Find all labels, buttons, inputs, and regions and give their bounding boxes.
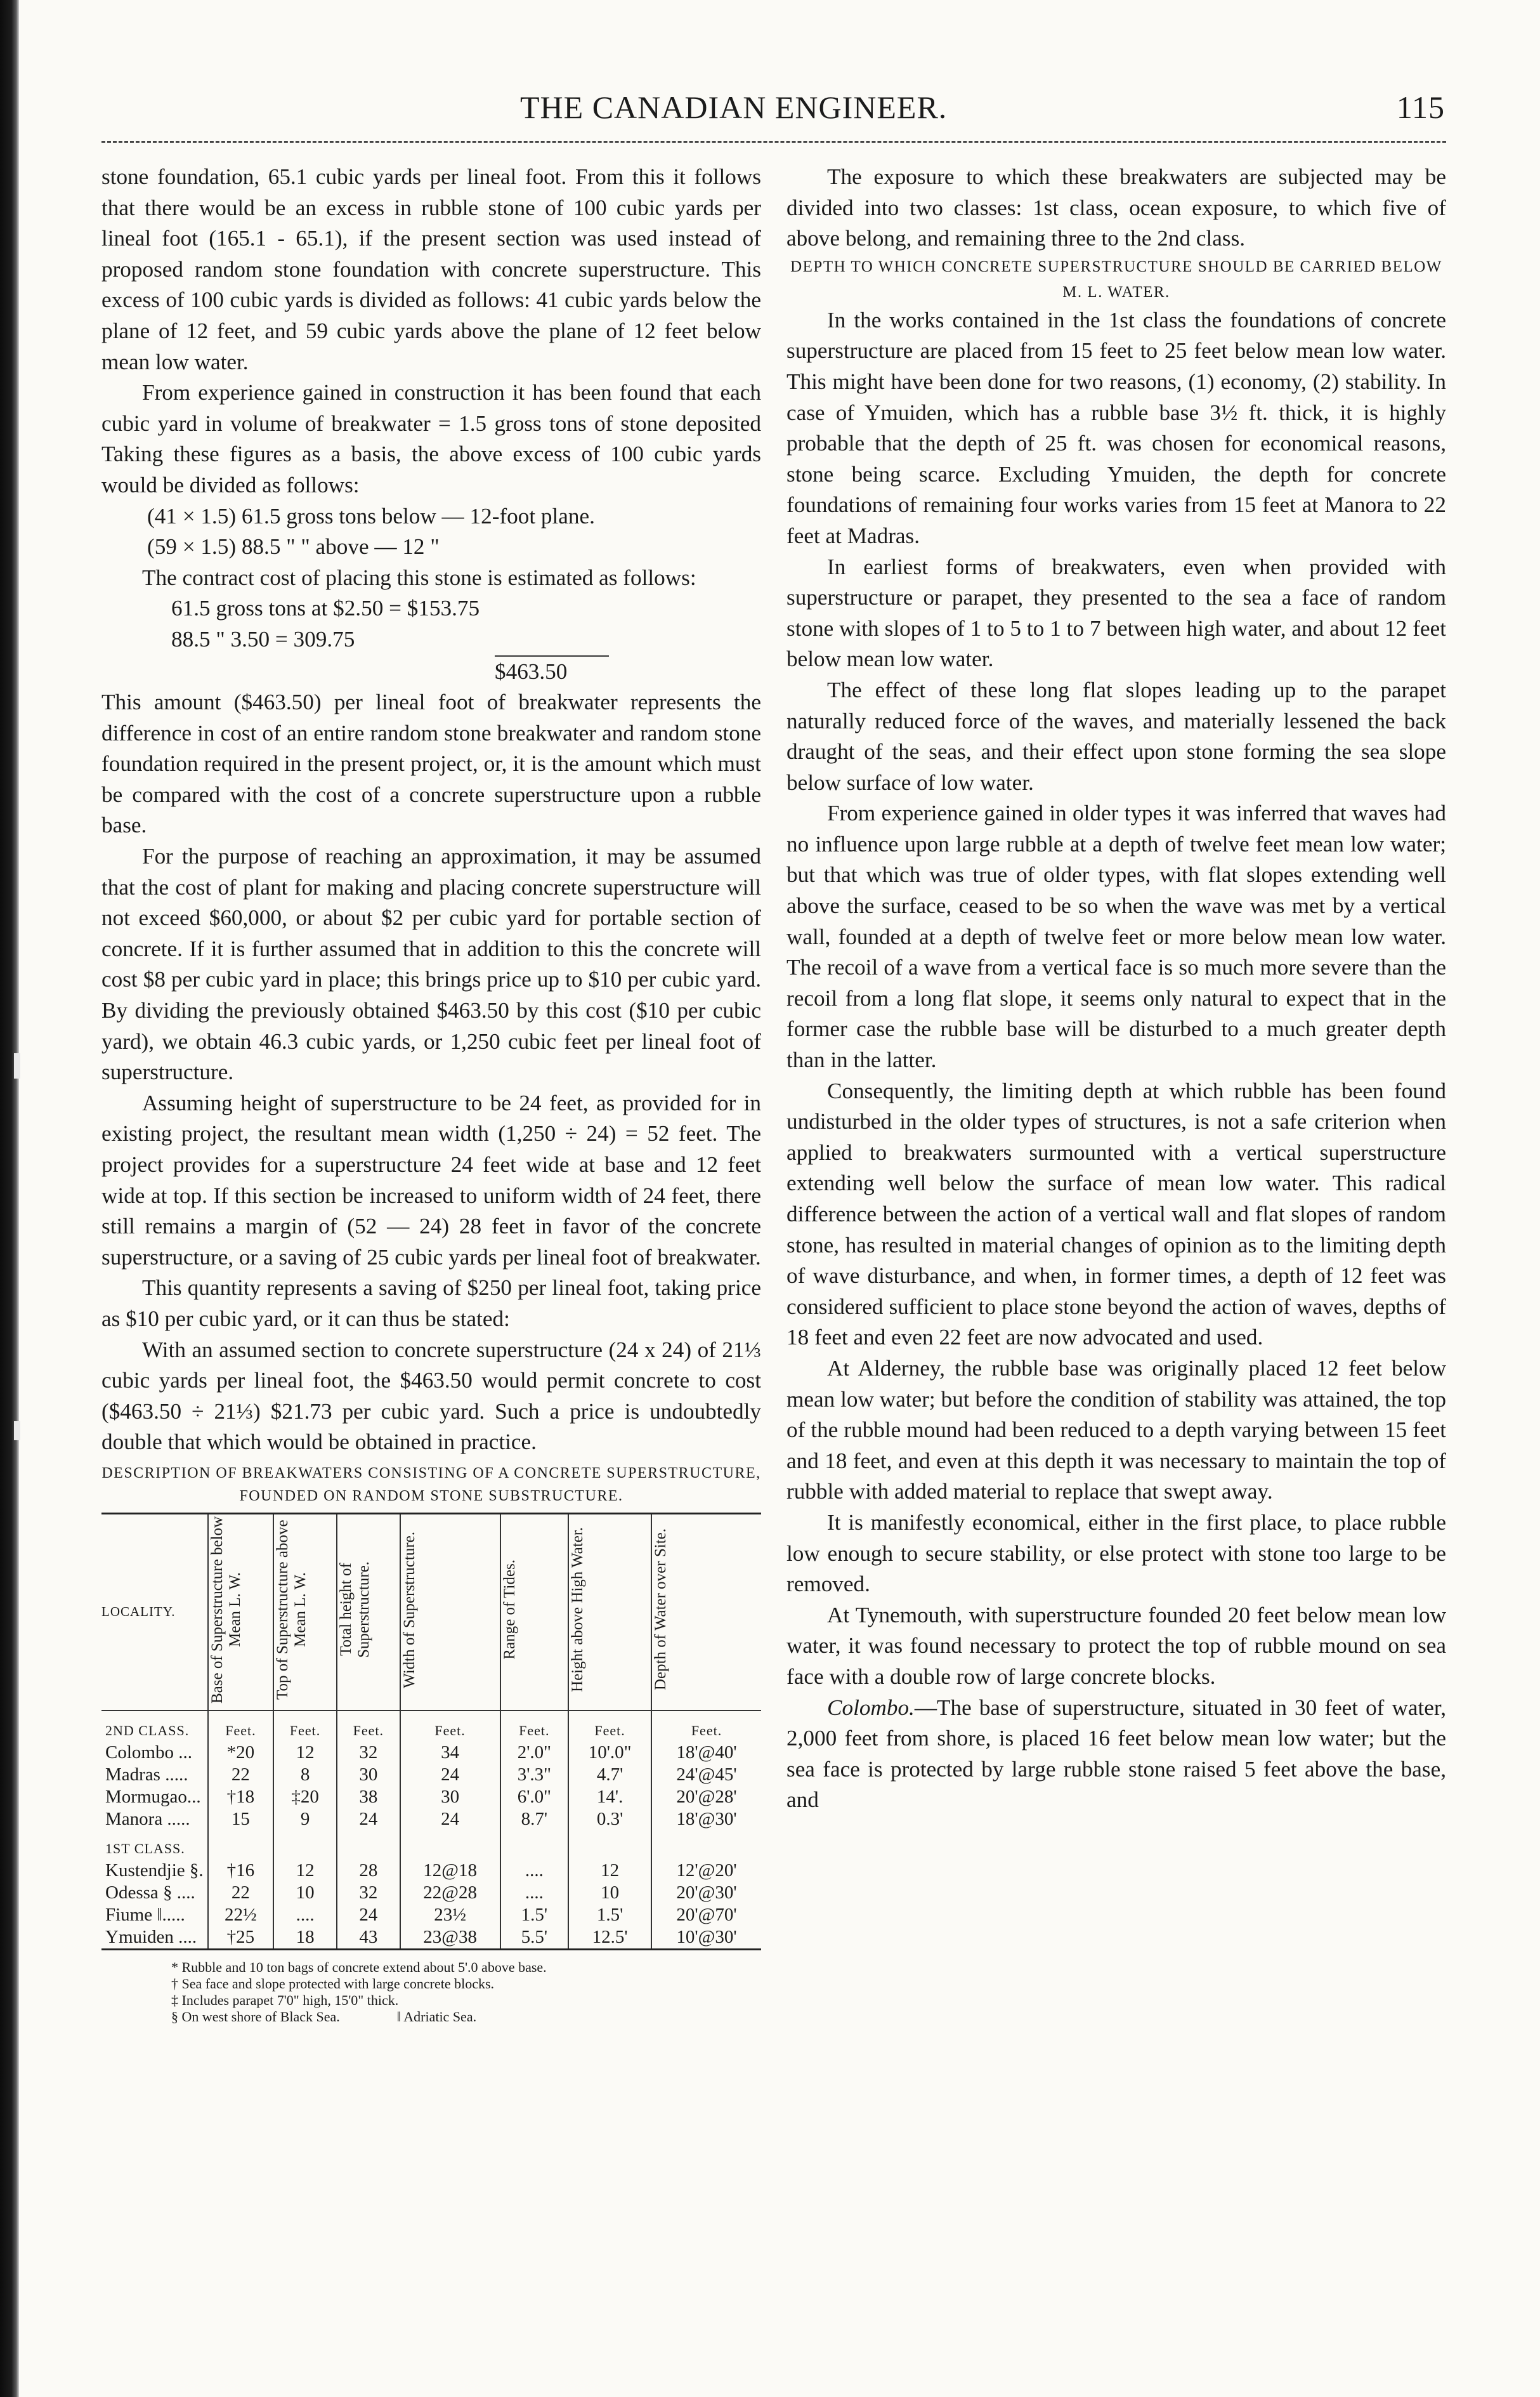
cell: ....	[273, 1904, 337, 1926]
cell: Ymuiden ....	[105, 1926, 197, 1947]
cell: †25	[208, 1926, 274, 1950]
paragraph: stone foundation, 65.1 cubic yards per lineal foot. From this it follows that there would be an excess in rubble stone of 100 cubic yards per lineal foot (165.1 - 65.1), if the present section was used instead of proposed random stone foundation with concrete superstructure. This excess of 100 cubic yards is divided as follows: 41 cubic yards below the plane of 12 feet, and 59 cubic yards above the plane of 12 feet below mean low water.	[101, 164, 761, 374]
table-row	[101, 1882, 761, 1904]
table-header: Depth of Water over Site.	[651, 1513, 761, 1711]
table-row	[101, 1808, 761, 1830]
table-row	[101, 1764, 761, 1786]
unit-cell: Feet.	[651, 1711, 761, 1742]
cell: Mormugao...	[105, 1786, 201, 1807]
table-header-row	[101, 1513, 761, 1711]
cell: 10	[568, 1882, 651, 1904]
cell: 2'.0"	[500, 1742, 569, 1764]
cell: 10'.0"	[568, 1742, 651, 1764]
cell: 22	[208, 1882, 274, 1904]
cell: 1.5'	[568, 1904, 651, 1926]
cell: 20'@70'	[651, 1904, 761, 1926]
paragraph: Consequently, the limiting depth at which rubble has been found undisturbed in the older types of structures, is not a safe criterion when applied to breakwaters surmounted with a vertical superstructure extending well below the surface of mean low water. This radical difference between the action of a vertical wall and flat slopes of random stone, has resulted in material changes of opinion as to the limiting depth of wave disturbance, and when, in former times, a depth of 12 feet was considered sufficient to place stone beyond the action of waves, depths of 18 feet and even 22 feet are now advocated and used.	[786, 1078, 1446, 1350]
table-header: Height above High Water.	[568, 1513, 651, 1711]
cell: 8.7'	[500, 1808, 569, 1830]
cell: †16	[208, 1860, 274, 1882]
cell: 12.5'	[568, 1926, 651, 1950]
calc-line: (41 × 1.5) 61.5 gross tons below — 12-foot plane.	[147, 503, 595, 529]
paragraph: The effect of these long flat slopes leading up to the parapet naturally reduced force of the waves, and materially lessened the back draught of the seas, and their effect upon stone forming the sea slope below surface of low water.	[786, 677, 1446, 795]
left-column	[101, 162, 761, 2025]
cell: 28	[337, 1860, 400, 1882]
table-caption: DESCRIPTION OF BREAKWATERS CONSISTING OF A CONCRETE SUPERSTRUCTURE, FOUNDED ON RANDOM STONE SUBSTRUCTURE.	[101, 1464, 761, 1504]
cell: 22@28	[400, 1882, 500, 1904]
cell: 24'@45'	[651, 1764, 761, 1786]
run-in-heading: Colombo.	[827, 1695, 915, 1720]
cell: 4.7'	[568, 1764, 651, 1786]
paragraph: Assuming height of superstructure to be 24 feet, as provided for in existing project, the resultant mean width (1,250 ÷ 24) = 52 feet. The project provides for a superstructure 24 feet wide at base and 12 feet wide at top. If this section be increased to uniform width of 24 feet, there still remains a margin of (52 — 24) 28 feet in favor of the concrete superstructure, or a saving of 25 cubic yards per lineal foot of breakwater.	[101, 1090, 761, 1270]
cell: 20'@28'	[651, 1786, 761, 1808]
cell: 24	[400, 1808, 500, 1830]
cell: 32	[337, 1742, 400, 1764]
cell: Fiume ‖.....	[105, 1904, 185, 1925]
cell: 22	[208, 1764, 274, 1786]
cell: Colombo ...	[105, 1742, 192, 1763]
cell: 8	[273, 1764, 337, 1786]
cell: 12'@20'	[651, 1860, 761, 1882]
section-heading: DEPTH TO WHICH CONCRETE SUPERSTRUCTURE SHOULD BE CARRIED BELOW M. L. WATER.	[790, 258, 1442, 301]
unit-cell: Feet.	[568, 1711, 651, 1742]
table-header: LOCALITY.	[101, 1513, 208, 1711]
sum-value: $463.50	[495, 655, 609, 688]
cell: ....	[500, 1882, 569, 1904]
paragraph: At Tynemouth, with superstructure founded 20 feet below mean low water, it was found necessary to protect the top of rubble mound on sea face with a double row of large concrete blocks.	[786, 1602, 1446, 1689]
page-header	[520, 89, 1445, 133]
class-label: 1ST CLASS.	[105, 1840, 185, 1856]
table-row	[101, 1742, 761, 1764]
paragraph: At Alderney, the rubble base was originally placed 12 feet below mean low water; but before the condition of stability was attained, the top of the rubble mound had been reduced to a depth varying between 15 feet and 18 feet, and even at this depth it was necessary to maintain the top of rubble with added material to replace that swept away.	[786, 1355, 1446, 1504]
unit-cell: Feet.	[273, 1711, 337, 1742]
footnote: § On west shore of Black Sea. ‖ Adriatic Sea.	[171, 2008, 477, 2025]
table-header: Top of Superstructure above Mean L. W.	[273, 1513, 337, 1711]
cell: 23½	[400, 1904, 500, 1926]
cell: 34	[400, 1742, 500, 1764]
scan-mark	[14, 1421, 20, 1440]
paragraph: The contract cost of placing this stone is estimated as follows:	[142, 565, 696, 590]
journal-title: THE CANADIAN ENGINEER.	[520, 89, 948, 125]
scan-edge	[0, 0, 19, 2397]
breakwater-table	[101, 1513, 761, 1950]
table-header: Total height of Superstructure.	[337, 1513, 400, 1711]
cell: 9	[273, 1808, 337, 1830]
table-row	[101, 1786, 761, 1808]
cell: 24	[337, 1904, 400, 1926]
cell: 3'.3"	[500, 1764, 569, 1786]
cell: 1.5'	[500, 1904, 569, 1926]
cell: 15	[208, 1808, 274, 1830]
table-footnotes	[101, 1959, 761, 2025]
paragraph: In the works contained in the 1st class the foundations of concrete superstructure are placed from 15 feet to 25 feet below mean low water. This might have been done for two reasons, (1) economy, (2) stability. In case of Ymuiden, which has a rubble base 3½ ft. thick, it is highly probable that the depth of 25 ft. was chosen for economical reasons, stone being scarce. Excluding Ymuiden, the depth for concrete foundations of remaining four works varies from 15 feet at Manora to 22 feet at Madras.	[786, 307, 1446, 548]
right-column	[786, 162, 1446, 1816]
cell: *20	[208, 1742, 274, 1764]
cell: 18'@30'	[651, 1808, 761, 1830]
paragraph: For the purpose of reaching an approximation, it may be assumed that the cost of plant for making and placing concrete superstructure will not exceed $60,000, or about $2 per cubic yard for portable section of concrete. If it is further assumed that in addition to this the concrete will cost $8 per cubic yard in place; this brings price up to $10 per cubic yard. By dividing the previously obtained $463.50 by this cost ($10 per cubic yard), we obtain 46.3 cubic yards, or 1,250 cubic feet per lineal foot of superstructure.	[101, 844, 761, 1085]
cell: 10	[273, 1882, 337, 1904]
paragraph	[786, 1693, 1446, 1816]
table-header: Width of Superstructure.	[400, 1513, 500, 1711]
table-row	[101, 1904, 761, 1926]
cell: 23@38	[400, 1926, 500, 1950]
table-row	[101, 1860, 761, 1882]
page-number: 115	[1396, 89, 1445, 125]
cell: 38	[337, 1786, 400, 1808]
cell: 43	[337, 1926, 400, 1950]
paragraph: From experience gained in older types it was inferred that waves had no influence upon large rubble at a depth of twelve feet mean low water; but that which was true of older types, with flat slopes extending well above the surface, ceased to be so when the wave was met by a vertical wall, founded at a depth of twelve feet or more below mean low water. The recoil of a wave from a vertical face is so much more severe than the recoil from a long flat slope, it seems only natural to expect that in the former case the rubble base will be disturbed to a much greater depth than in the latter.	[786, 801, 1446, 1073]
cell: †18	[208, 1786, 274, 1808]
header-rule	[101, 141, 1446, 143]
cell: 12@18	[400, 1860, 500, 1882]
unit-cell: Feet.	[208, 1711, 274, 1742]
scan-mark	[14, 1053, 20, 1079]
cell: 18	[273, 1926, 337, 1950]
cell: ‡20	[273, 1786, 337, 1808]
paragraph: This amount ($463.50) per lineal foot of breakwater represents the difference in cost of an entire random stone breakwater and random stone foundation required in the present project, or, it is the amount which must be compared with the cost of a concrete superstructure upon a rubble base.	[101, 690, 761, 838]
unit-cell: Feet.	[337, 1711, 400, 1742]
unit-cell: Feet.	[500, 1711, 569, 1742]
cell: 30	[400, 1786, 500, 1808]
cell: Odessa § ....	[105, 1882, 195, 1903]
calc-line: 61.5 gross tons at $2.50 = $153.75	[171, 596, 480, 621]
cell: 0.3'	[568, 1808, 651, 1830]
cell: 22½	[208, 1904, 274, 1926]
cell: 24	[337, 1808, 400, 1830]
paragraph-text: —The base of superstructure, situated in 30 feet of water, 2,000 feet from shore, is placed 16 feet below mean low water; but the sea face is protected by large rubble stone raised 5 feet above the base, and	[786, 1695, 1446, 1813]
table-header: Range of Tides.	[500, 1513, 569, 1711]
footnote: * Rubble and 10 ton bags of concrete extend about 5'.0 above base.	[171, 1959, 547, 1975]
table-row	[101, 1711, 761, 1742]
table-row	[101, 1830, 761, 1860]
paragraph: In earliest forms of breakwaters, even when provided with superstructure or parapet, they presented to the sea a face of random stone with slopes of 1 to 5 to 1 to 7 between high water, and about 12 feet below mean low water.	[786, 554, 1446, 672]
cell: 24	[400, 1764, 500, 1786]
cell: 30	[337, 1764, 400, 1786]
footnote: † Sea face and slope protected with large concrete blocks.	[171, 1975, 495, 1992]
cell: Kustendjie §.	[105, 1860, 204, 1881]
cell: 6'.0"	[500, 1786, 569, 1808]
cell: 14'.	[568, 1786, 651, 1808]
paragraph: The exposure to which these breakwaters are subjected may be divided into two classes: 1st class, ocean exposure, to which five of above belong, and remaining three to the 2nd class.	[786, 164, 1446, 251]
cell: ....	[500, 1860, 569, 1882]
footnote: ‡ Includes parapet 7'0" high, 15'0" thick.	[171, 1992, 399, 2008]
cell: 12	[568, 1860, 651, 1882]
calc-line: (59 × 1.5) 88.5 " " above — 12 "	[147, 534, 440, 560]
table-row	[101, 1926, 761, 1950]
paragraph: This quantity represents a saving of $250 per lineal foot, taking price as $10 per cubic yard, or it can thus be stated:	[101, 1275, 761, 1331]
cell: 12	[273, 1742, 337, 1764]
class-label: 2ND CLASS.	[105, 1722, 190, 1738]
paragraph: It is manifestly economical, either in the first place, to place rubble low enough to secure stability, or else protect with stone too large to be removed.	[786, 1509, 1446, 1597]
cell: 32	[337, 1882, 400, 1904]
cell: 20'@30'	[651, 1882, 761, 1904]
calc-line: 88.5 " 3.50 = 309.75	[171, 626, 355, 652]
cell: Manora .....	[105, 1808, 190, 1829]
cell: 5.5'	[500, 1926, 569, 1950]
paragraph: With an assumed section to concrete superstructure (24 x 24) of 21⅓ cubic yards per lineal foot, the $463.50 would permit concrete to cost ($463.50 ÷ 21⅓) $21.73 per cubic yard. Such a price is undoubtedly double that which would be obtained in practice.	[101, 1337, 761, 1455]
cell: 12	[273, 1860, 337, 1882]
cell: 18'@40'	[651, 1742, 761, 1764]
cell: Madras .....	[105, 1764, 188, 1785]
paragraph: From experience gained in construction it has been found that each cubic yard in volume of breakwater = 1.5 gross tons of stone deposited Taking these figures as a basis, the above excess of 100 cubic yards would be divided as follows:	[101, 380, 761, 497]
table-header: Base of Superstructure below Mean L. W.	[208, 1513, 274, 1711]
cell: 10'@30'	[651, 1926, 761, 1950]
unit-cell: Feet.	[400, 1711, 500, 1742]
